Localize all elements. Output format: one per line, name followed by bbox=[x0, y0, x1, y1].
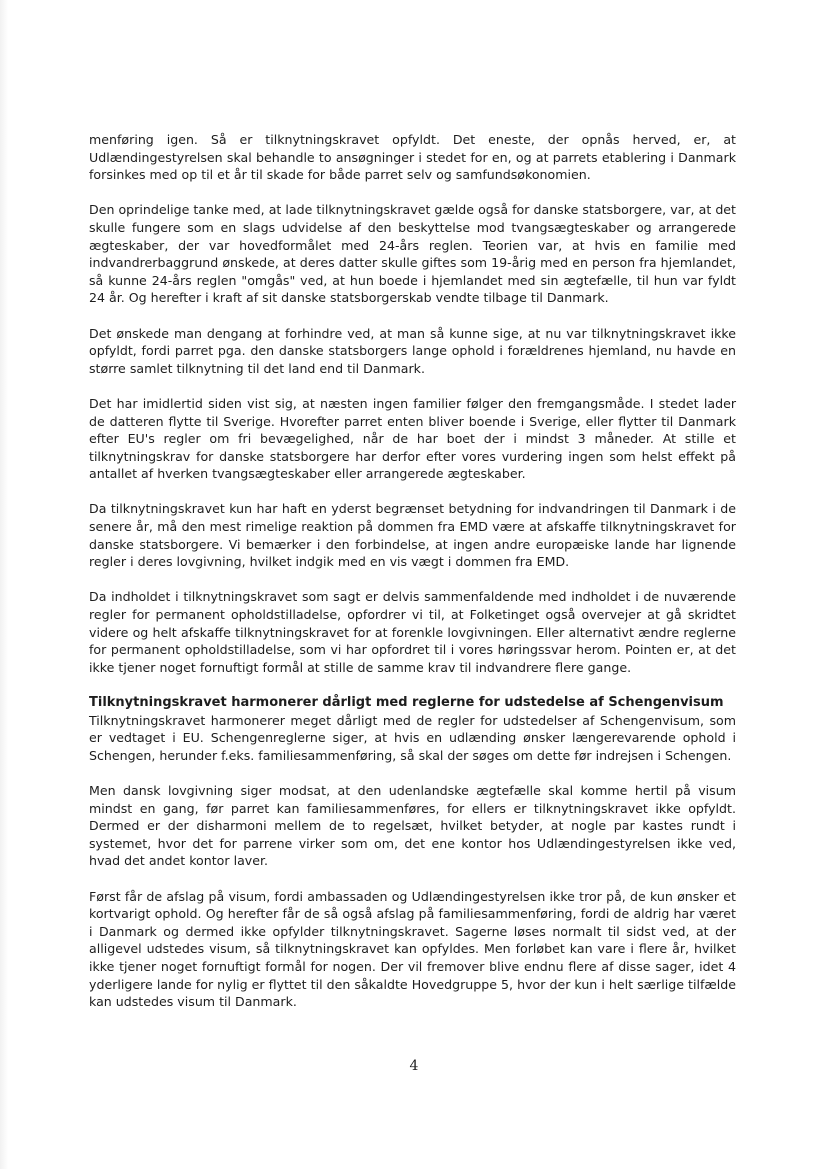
page-number: 4 bbox=[409, 1058, 419, 1074]
paragraph: Det har imidlertid siden vist sig, at næsten ingen familier følger den fremgangsmåde. I stedet lader de datteren flytte til Sverige. Hvorefter parret enten bliver boende i Sverige, eller flytter til Danmark efter EU's regler om fri bevægelighed, når de har boet der i mindst 3 måneder. At stille et tilknytningskrav for danske statsborgere har derfor efter vores vurdering ingen som helst effekt på antallet af hverken tvangsægteskaber eller arrangerede ægteskaber. bbox=[89, 395, 736, 482]
paragraph: Da tilknytningskravet kun har haft en yderst begrænset betydning for indvandringen til Danmark i de senere år, må den mest rimelige reaktion på dommen fra EMD være at afskaffe tilknytningskravet for danske statsborgere. Vi bemærker i den forbindelse, at ingen andre europæiske lande har lignende regler i deres lovgivning, hvilket indgik med en vis vægt i dommen fra EMD. bbox=[89, 501, 736, 570]
document-body bbox=[89, 131, 736, 1028]
paragraph: Da indholdet i tilknytningskravet som sagt er delvis sammenfaldende med indholdet i de nuværende regler for permanent opholdstilladelse, opfordrer vi til, at Folketinget også overvejer at gå skridtet videre og helt afskaffe tilknytningskravet for at forenkle lovgivningen. Eller alternativt ændre reglerne for permanent opholdstilladelse, som vi har opfordret til i vores høringssvar herom. Pointen er, at det ikke tjener noget fornuftigt formål at stille de samme krav til indvandrere flere gange. bbox=[89, 589, 736, 675]
page-edge bbox=[0, 0, 8, 1169]
paragraph: Først får de afslag på visum, fordi ambassaden og Udlændingestyrelsen ikke tror på, de kun ønsker et kortvarigt ophold. Og herefter får de så også afslag på familiesammenføring, fordi de aldrig har været i Danmark og dermed ikke opfylder tilknytningskravet. Sagerne løses normalt til sidst ved, at der alligevel udstedes visum, så tilknytningskravet kan opfyldes. Men forløbet kan vare i flere år, hvilket ikke tjener noget fornuftigt formål for nogen. Der vil fremover blive endnu flere af disse sager, idet 4 yderligere lande for nylig er flyttet til den såkaldte Hovedgruppe 5, hvor der kun i helt særlige tilfælde kan udstedes visum til Danmark. bbox=[89, 888, 736, 1010]
paragraph: Men dansk lovgivning siger modsat, at den udenlandske ægtefælle skal komme hertil på visum mindst en gang, før parret kan familiesammenføres, for ellers er tilknytningskravet ikke opfyldt. Dermed er der disharmoni mellem de to regelsæt, hvilket betyder, at nogle par kastes rundt i systemet, hvor det for parrene virker som om, det ene kontor hos Udlændingestyrelsen ikke ved, hvad det andet kontor laver. bbox=[89, 782, 736, 869]
paragraph: Den oprindelige tanke med, at lade tilknytningskravet gælde også for danske statsborgere, var, at det skulle fungere som en slags udvidelse af den beskyttelse mod tvangsægteskaber og arrangerede ægteskaber, der var hovedformålet med 24-års reglen. Teorien var, at hvis en familie med indvandrerbaggrund ønskede, at deres datter skulle giftes som 19-årig med en person fra hjemlandet, så kunne 24-års reglen "omgås" ved, at hun boede i hjemlandet med sin ægtefælle, til hun var fyldt 24 år. Og herefter i kraft af sit danske statsborgerskab vendte tilbage til Danmark. bbox=[89, 202, 736, 306]
section-heading: Tilknytningskravet harmonerer dårligt med reglerne for udstedelse af Schengenvisum bbox=[89, 695, 724, 710]
paragraph: Tilknytningskravet harmonerer meget dårligt med de regler for udstedelser af Schengenvisum, som er vedtaget i EU. Schengenreglerne siger, at hvis en udlænding ønsker længerevarende ophold i Schengen, herunder f.eks. familiesammenføring, så skal der søges om dette før indrejsen i Schengen. bbox=[89, 712, 736, 763]
paragraph: Det ønskede man dengang at forhindre ved, at man så kunne sige, at nu var tilknytningskravet ikke opfyldt, fordi parret pga. den danske statsborgers lange ophold i forældrenes hjemland, nu havde en større samlet tilknytning til det land end til Danmark. bbox=[89, 325, 736, 376]
paragraph: menføring igen. Så er tilknytningskravet opfyldt. Det eneste, der opnås herved, er, at Udlændingestyrelsen skal behandle to ansøgninger i stedet for en, og at parrets etablering i Danmark forsinkes med op til et år til skade for både parret selv og samfundsøkonomien. bbox=[89, 132, 736, 183]
